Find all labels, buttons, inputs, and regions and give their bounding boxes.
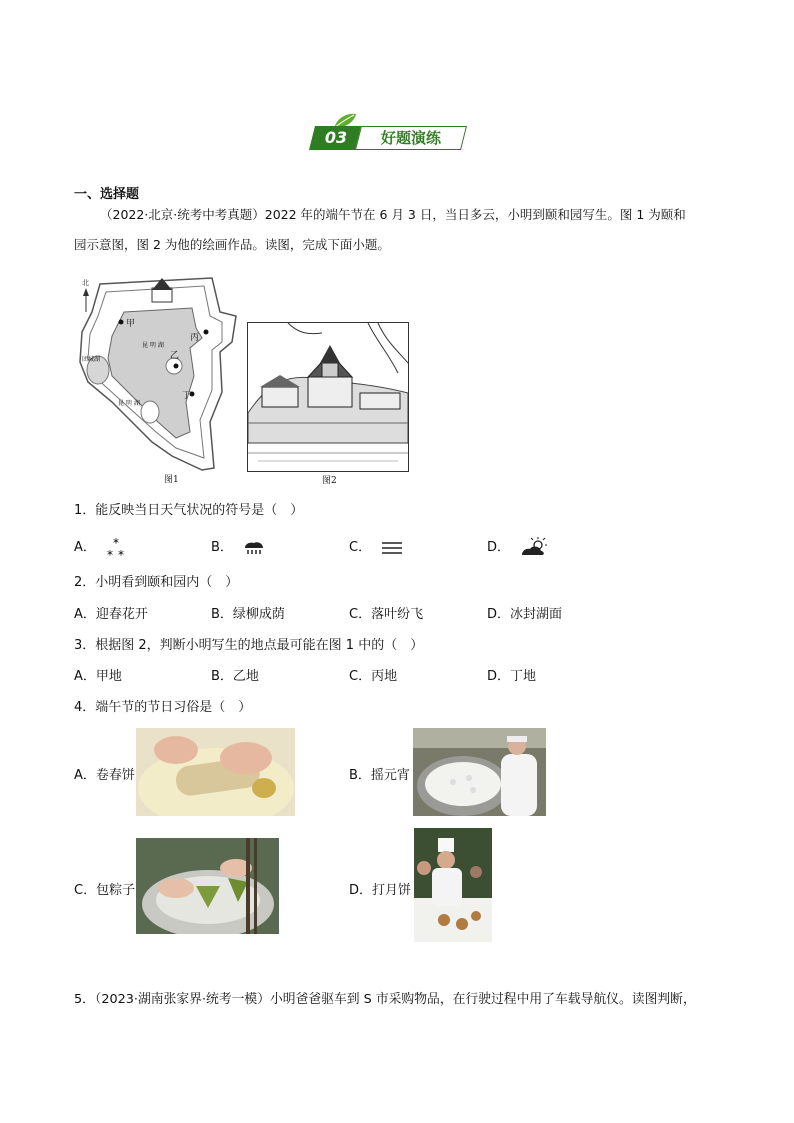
lake-label-1: 昆 明 湖 [142, 342, 164, 349]
q2-option-a[interactable]: A．迎春花开 [74, 607, 148, 622]
badge-number: 03 [309, 126, 363, 150]
figure-2-drawing [247, 322, 409, 472]
north-label: 北 [82, 279, 89, 287]
q4-option-b[interactable]: B．摇元宵 [349, 768, 410, 783]
intro-line-1: （2022·北京·统考中考真题）2022 年的端午节在 6 月 3 日，当日多云，小明到颐和园写生。图 1 为颐和 [100, 207, 686, 222]
q1-option-c[interactable]: C． [349, 536, 403, 556]
svg-text:*: * [113, 536, 120, 550]
photo-yuanxiao [413, 728, 546, 816]
q1-option-b[interactable]: B． [211, 536, 265, 556]
intro-line-2: 园示意图，图 2 为他的绘画作品。读图，完成下面小题。 [74, 237, 390, 252]
q4-option-d[interactable]: D．打月饼 [349, 883, 412, 898]
question-3: 3．根据图 2，判断小明写生的地点最可能在图 1 中的（ ） [74, 638, 424, 653]
question-2: 2．小明看到颐和园内（ ） [74, 575, 239, 590]
yuanxiao-image [413, 728, 546, 816]
svg-text:*: * [118, 547, 125, 559]
mooncake-image [414, 828, 492, 942]
q3-option-c[interactable]: C．丙地 [349, 669, 398, 684]
q2-option-b[interactable]: B．绿柳成荫 [211, 607, 285, 622]
palace-sketch [248, 323, 408, 471]
point-yi: 乙 [170, 351, 180, 361]
figure-1-map [72, 272, 242, 486]
figure-1-caption: 图1 [164, 475, 179, 485]
q3-option-d[interactable]: D．丁地 [487, 669, 537, 684]
zongzi-image [136, 838, 279, 934]
photo-mooncake [414, 828, 492, 942]
q2-option-d[interactable]: D．冰封湖面 [487, 607, 563, 622]
q1-option-d[interactable]: D． [487, 536, 548, 559]
q2-option-c[interactable]: C．落叶纷飞 [349, 607, 424, 622]
question-5: 5．（2023·湖南张家界·统考一模）小明爸爸驱车到 S 市采购物品，在行驶过程中用了车载导航仪。读图判断， [74, 992, 696, 1007]
svg-text:*: * [107, 547, 114, 559]
q4-option-a[interactable]: A．卷春饼 [74, 768, 135, 783]
lake-label-tuancheng: 团城湖 [82, 356, 101, 363]
question-1: 1．能反映当日天气状况的符号是（ ） [74, 503, 304, 518]
section-badge [308, 112, 468, 152]
partly-cloudy-icon [520, 537, 548, 559]
q3-option-a[interactable]: A．甲地 [74, 669, 122, 684]
photo-spring-pancake [136, 728, 295, 816]
lake-label-2: 昆 明 湖 [118, 400, 140, 407]
photo-zongzi [136, 838, 279, 934]
badge-title: 好题演练 [355, 126, 467, 150]
q3-option-b[interactable]: B．乙地 [211, 669, 259, 684]
section-title: 一、选择题 [74, 187, 140, 202]
q4-option-c[interactable]: C．包粽子 [74, 883, 136, 898]
question-4: 4．端午节的节日习俗是（ ） [74, 700, 252, 715]
fog-icon [381, 540, 403, 556]
point-ding: 丁 [182, 391, 192, 401]
pancake-image [136, 728, 295, 816]
point-bing: 丙 [190, 333, 200, 343]
park-map [72, 272, 242, 486]
rain-cloud-icon [243, 540, 265, 556]
q1-option-a[interactable]: A． * * * [74, 536, 128, 559]
figure-2-caption: 图2 [322, 476, 337, 486]
point-jia: 甲 [126, 319, 136, 329]
snow-icon [106, 537, 128, 559]
